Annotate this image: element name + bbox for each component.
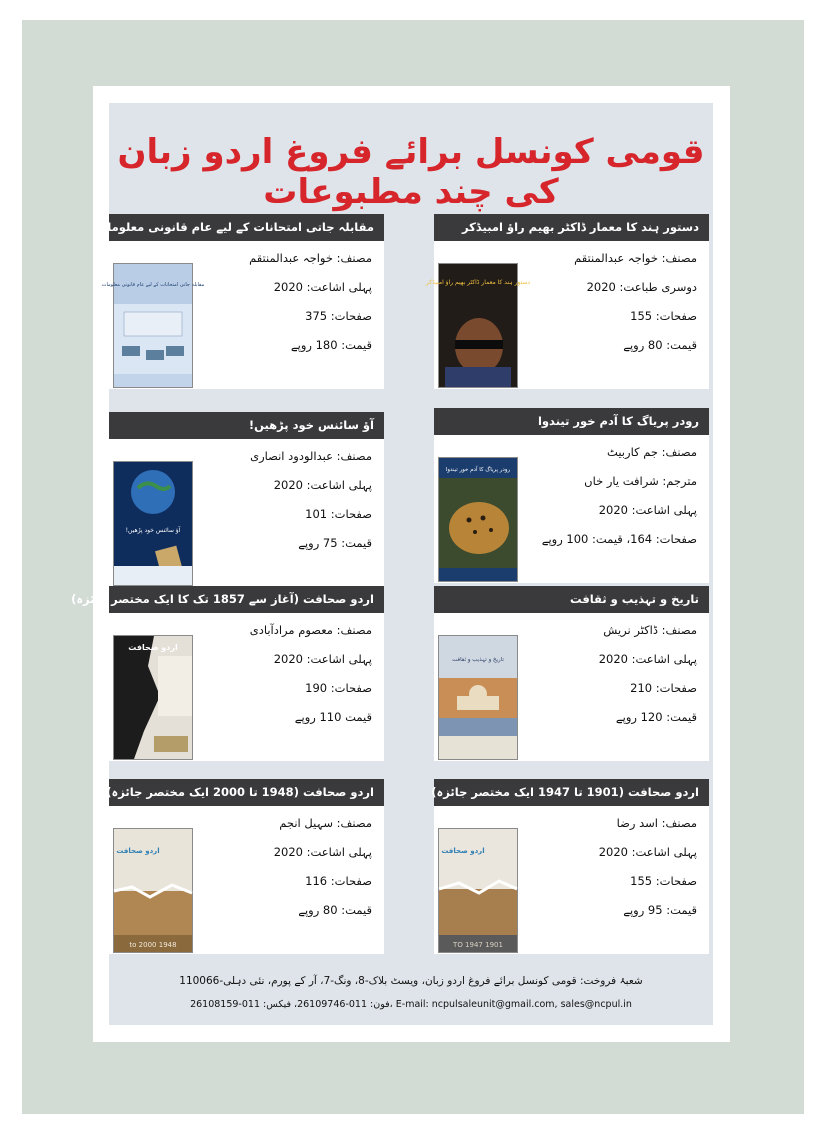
cover-title: تاریخ و تہذیب و ثقافت — [452, 657, 504, 663]
pages: صفحات: 116 — [305, 874, 372, 888]
book-cover — [113, 828, 193, 953]
price: قیمت: 180 روپے — [290, 338, 372, 352]
edition: پہلی اشاعت: 2020 — [273, 652, 372, 666]
book-cover — [438, 828, 518, 953]
author: مصنف: خواجہ عبدالمنتقم — [574, 251, 697, 265]
pages-and-price: صفحات: 164، قیمت: 100 روپے — [541, 532, 697, 546]
book-card[interactable] — [434, 408, 709, 583]
book-details — [527, 251, 697, 367]
book-card[interactable] — [434, 586, 709, 761]
book-title: مقابلہ جاتی امتحانات کے لیے عام قانونی معلومات — [109, 214, 384, 241]
catalog-title: قومی کونسل برائے فروغ اردو زبان کی چند مطبوعات — [117, 132, 705, 212]
cover-years: 1901 TO 1947 — [453, 941, 503, 949]
cover-title: مقابلہ جاتی امتحانات کے لیے عام قانونی معلومات — [101, 282, 205, 288]
cover-title: اردو صحافت — [116, 847, 160, 855]
sales-address: شعبۂ فروخت: قومی کونسل برائے فروغ اردو زبان، ویسٹ بلاک-8، ونگ-7، آر کے پورم، نئی دہلی-110066 — [179, 975, 643, 987]
book-title: آؤ سائنس خود پڑھیں! — [109, 412, 384, 439]
book-title: اردو صحافت (آغاز سے 1857 تک کا ایک مختصر جائزہ) — [109, 586, 384, 613]
author: مصنف: عبدالودود انصاری — [250, 449, 372, 463]
cover-title: آؤ سائنس خود پڑھیں! — [125, 527, 181, 534]
book-title: دستور ہند کا معمار ڈاکٹر بھیم راؤ امبیڈکر — [434, 214, 709, 241]
book-cover — [113, 461, 193, 586]
edition: پہلی اشاعت: 2020 — [598, 652, 697, 666]
pages: صفحات: 155 — [630, 874, 697, 888]
author: مصنف: سہیل انجم — [279, 816, 372, 830]
book-details — [202, 816, 372, 932]
book-details — [202, 251, 372, 367]
pages: صفحات: 101 — [305, 507, 372, 521]
pages: صفحات: 210 — [630, 681, 697, 695]
price: قیمت: 80 روپے — [298, 903, 372, 917]
book-card[interactable] — [106, 779, 384, 954]
book-cover — [425, 263, 531, 388]
contact-info: فون: 011-26109746، فیکس: 011-26108159، E-mail: ncpulsaleunit@gmail.com, sales@ncpul.in — [190, 999, 632, 1010]
document-page — [71, 86, 730, 1042]
book-card[interactable] — [425, 214, 709, 389]
book-title: اردو صحافت (1948 تا 2000 ایک مختصر جائزہ) — [109, 779, 384, 806]
author: مصنف: خواجہ عبدالمنتقم — [249, 251, 372, 265]
book-card[interactable] — [431, 779, 709, 954]
footer — [109, 975, 713, 1010]
author: مصنف: ڈاکٹر نریش — [603, 623, 697, 637]
author: مصنف: اسد رضا — [616, 816, 697, 830]
book-details — [202, 623, 372, 739]
translator: مترجم: شرافت یار خاں — [584, 474, 697, 488]
edition: پہلی اشاعت: 2020 — [273, 845, 372, 859]
book-title: اردو صحافت (1901 تا 1947 ایک مختصر جائزہ) — [434, 779, 709, 806]
book-title: رودر پریاگ کا آدم خور تیندوا — [434, 408, 709, 435]
book-cover — [113, 635, 193, 760]
book-card[interactable] — [71, 586, 384, 761]
book-cover — [438, 457, 518, 582]
catalog-panel — [71, 103, 713, 1025]
price: قیمت: 95 روپے — [623, 903, 697, 917]
price: قیمت: 120 روپے — [615, 710, 697, 724]
cover-years: 1948 to 2000 — [129, 941, 177, 949]
edition: پہلی اشاعت: 2020 — [273, 478, 372, 492]
cover-title: رودر پریاگ کا آدم خور تیندوا — [445, 467, 511, 473]
pages: صفحات: 190 — [305, 681, 372, 695]
book-title: تاریخ و تہذیب و ثقافت — [434, 586, 709, 613]
cover-title: دستور ہند کا معمار ڈاکٹر بھیم راؤ امبیڈکر — [425, 279, 531, 286]
price: قیمت: 75 روپے — [298, 536, 372, 550]
book-details — [527, 816, 697, 932]
book-details — [527, 623, 697, 739]
pages: صفحات: 375 — [305, 309, 372, 323]
edition: پہلی اشاعت: 2020 — [273, 280, 372, 294]
book-cover — [101, 263, 205, 388]
book-card[interactable] — [95, 214, 384, 389]
price: قیمت 110 روپے — [294, 710, 372, 724]
cover-title: اردو صحافت — [128, 643, 178, 652]
author: مصنف: جم کاربیٹ — [607, 445, 697, 459]
book-cover — [438, 635, 518, 760]
edition: پہلی اشاعت: 2020 — [598, 503, 697, 517]
book-details — [527, 445, 697, 561]
pages: صفحات: 155 — [630, 309, 697, 323]
book-card[interactable] — [109, 412, 384, 587]
edition: دوسری طباعت: 2020 — [586, 280, 697, 294]
edition: پہلی اشاعت: 2020 — [598, 845, 697, 859]
price: قیمت: 80 روپے — [623, 338, 697, 352]
book-details — [202, 449, 372, 565]
cover-title: اردو صحافت — [441, 847, 485, 855]
author: مصنف: معصوم مرادآبادی — [249, 623, 372, 637]
